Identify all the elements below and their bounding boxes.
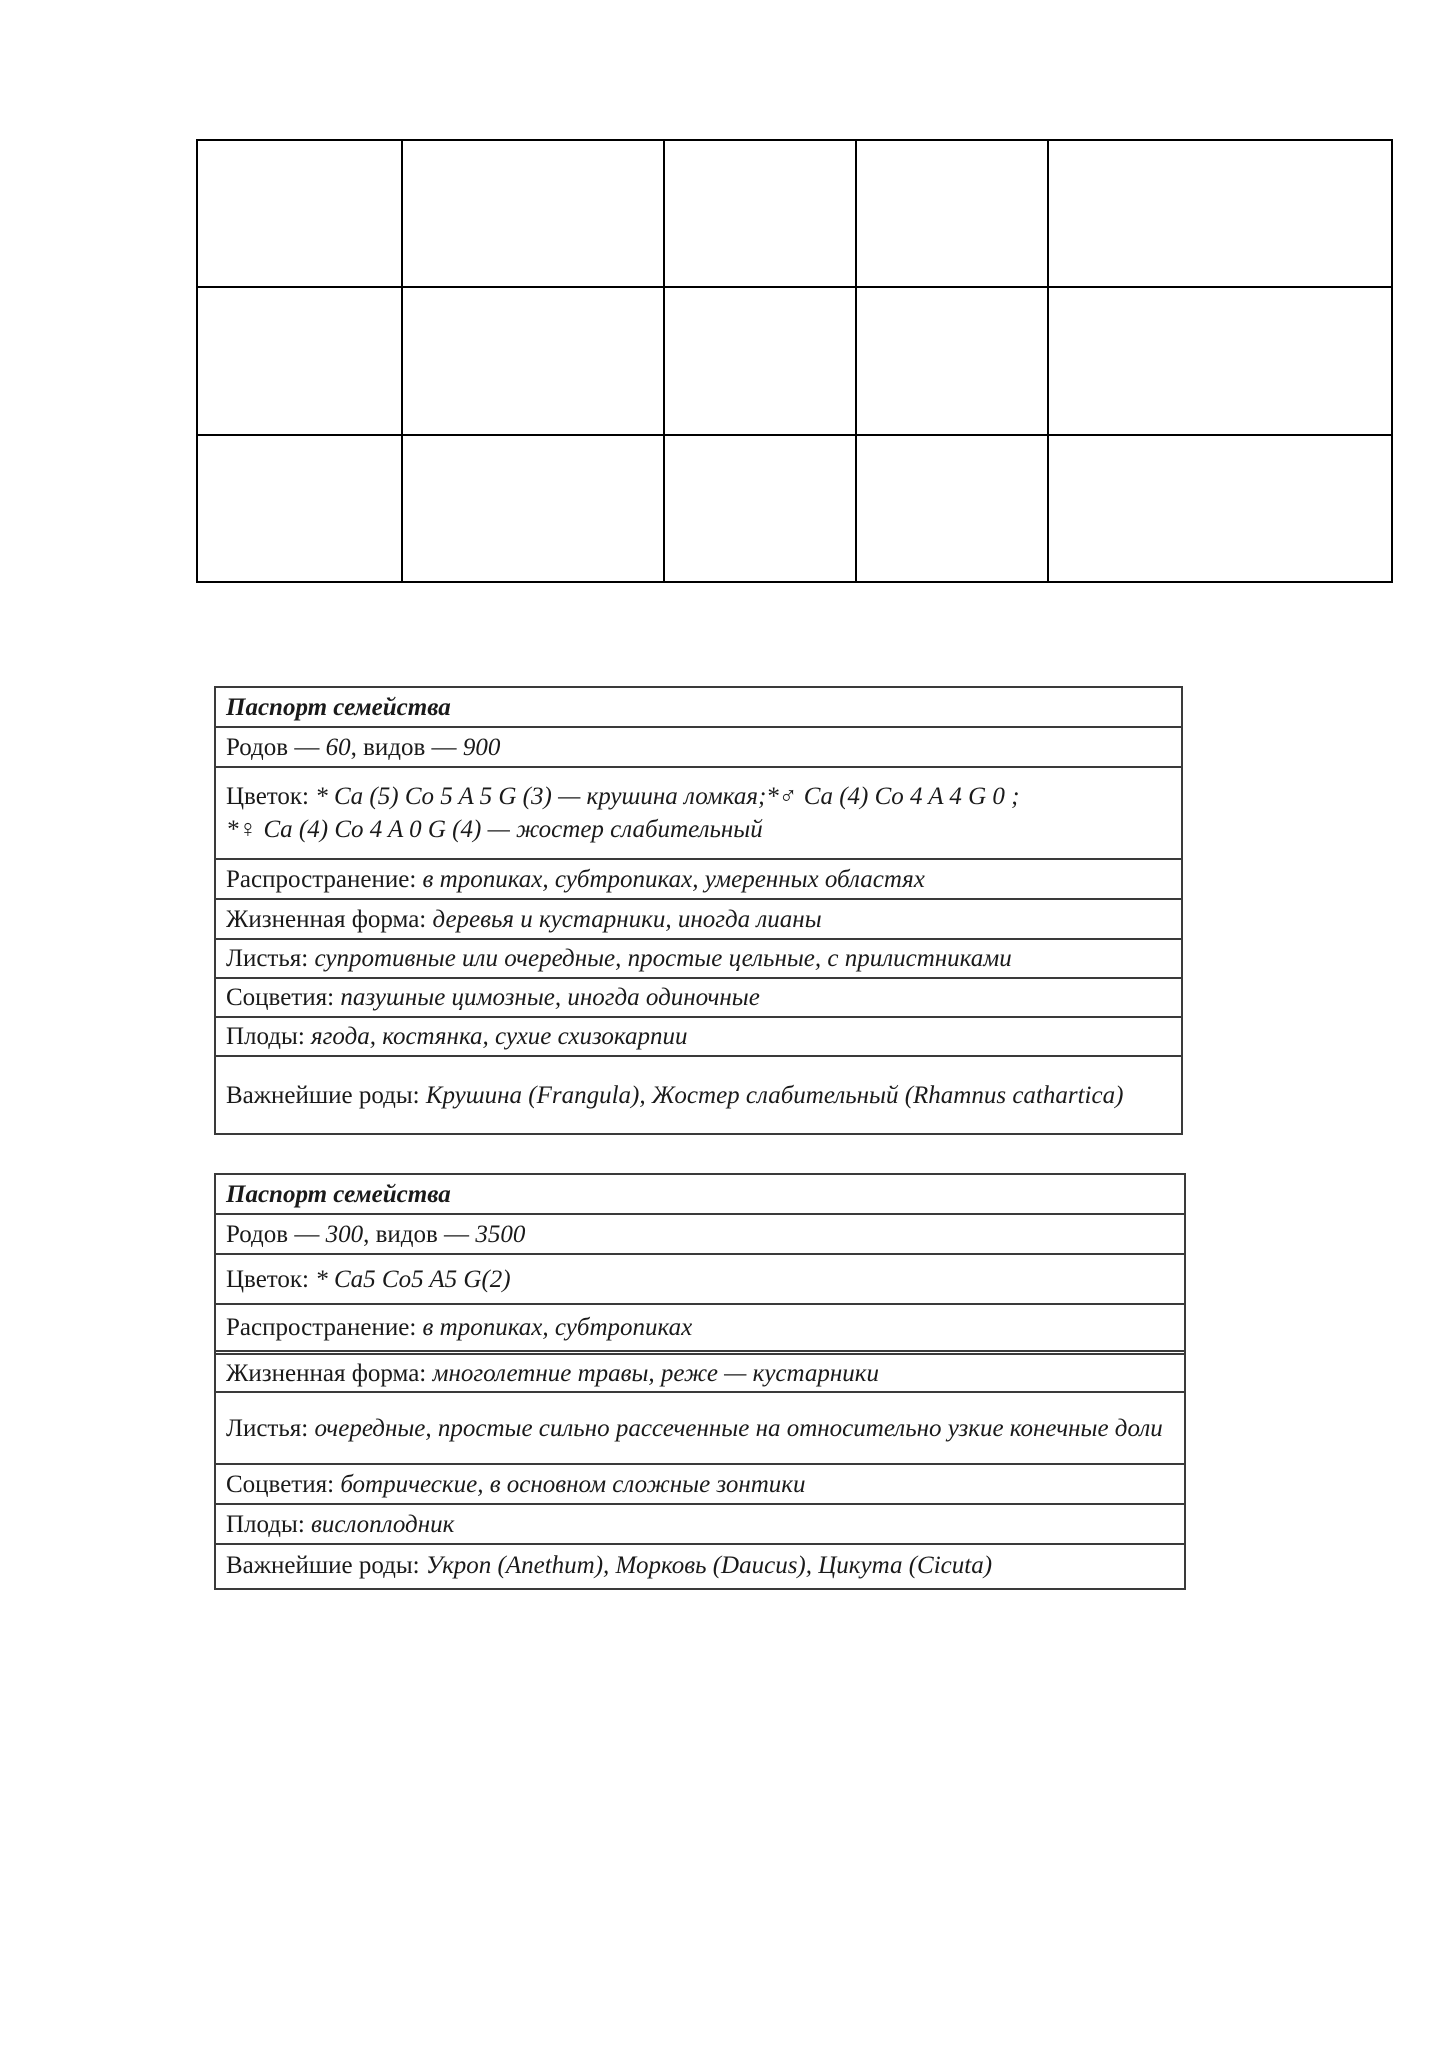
leaves-row bbox=[216, 940, 1181, 979]
table-cell[interactable] bbox=[402, 435, 664, 582]
leaves-value: супротивные или очередные, простые цельные, с прилистниками bbox=[314, 945, 1012, 972]
main-genera-label: Важнейшие роды: bbox=[226, 1551, 420, 1579]
table-row bbox=[197, 140, 1392, 287]
inflorescence-label: Соцветия: bbox=[226, 984, 335, 1011]
genera-label: Родов — bbox=[226, 733, 320, 761]
flower-formula-line1: * Ca (5) Co 5 A 5 G (3) — крушина ломкая;*♂ Ca (4) Co 4 A 4 G 0 ; bbox=[315, 783, 1020, 810]
empty-grid-table bbox=[196, 139, 1393, 583]
lifeform-row bbox=[216, 1355, 1184, 1393]
genera-species-row bbox=[216, 728, 1181, 768]
table-cell[interactable] bbox=[197, 287, 402, 434]
flower-label: Цветок: bbox=[226, 1265, 309, 1293]
species-label: , видов — bbox=[350, 733, 457, 761]
flower-formula-line2: *♀ Ca (4) Co 4 A 0 G (4) — жостер слабительный bbox=[226, 816, 763, 843]
table-cell[interactable] bbox=[664, 140, 856, 287]
species-value: 900 bbox=[462, 733, 501, 761]
genera-label: Родов — bbox=[226, 1220, 320, 1248]
fruits-row bbox=[216, 1505, 1184, 1545]
lifeform-row bbox=[216, 900, 1181, 940]
leaves-value: очередные, простые сильно рассеченные на относительно узкие конечные доли bbox=[314, 1414, 1163, 1442]
flower-row bbox=[216, 768, 1181, 860]
passport-header: Паспорт семейства bbox=[216, 1175, 1184, 1215]
distribution-row bbox=[216, 860, 1181, 900]
family-passport-1 bbox=[214, 686, 1183, 1135]
distribution-row bbox=[216, 1305, 1184, 1355]
main-genera-value: Крушина (Frangula), Жостер слабительный (Rhamnus cathartica) bbox=[425, 1081, 1124, 1109]
genera-value: 300 bbox=[325, 1220, 364, 1248]
flower-label: Цветок: bbox=[226, 783, 309, 810]
passport-header: Паспорт семейства bbox=[216, 688, 1181, 728]
lifeform-value: многолетние травы, реже — кустарники bbox=[432, 1359, 879, 1387]
species-label: , видов — bbox=[363, 1220, 470, 1248]
main-genera-label: Важнейшие роды: bbox=[226, 1081, 420, 1109]
distribution-label: Распространение: bbox=[226, 1314, 417, 1341]
genera-value: 60 bbox=[325, 733, 351, 761]
table-cell[interactable] bbox=[856, 287, 1048, 434]
table-cell[interactable] bbox=[664, 287, 856, 434]
table-cell[interactable] bbox=[402, 140, 664, 287]
table-cell[interactable] bbox=[1048, 140, 1392, 287]
inflorescence-row bbox=[216, 1465, 1184, 1505]
inflorescence-label: Соцветия: bbox=[226, 1470, 335, 1498]
table-cell[interactable] bbox=[664, 435, 856, 582]
distribution-label: Распространение: bbox=[226, 865, 417, 893]
table-cell[interactable] bbox=[197, 140, 402, 287]
family-passport-2 bbox=[214, 1173, 1186, 1590]
genera-species-row bbox=[216, 1215, 1184, 1255]
table-row bbox=[197, 287, 1392, 434]
leaves-label: Листья: bbox=[226, 945, 309, 972]
fruits-value: вислоплодник bbox=[311, 1510, 455, 1538]
leaves-row bbox=[216, 1393, 1184, 1465]
table-cell[interactable] bbox=[1048, 435, 1392, 582]
main-genera-row bbox=[216, 1545, 1184, 1585]
lifeform-label: Жизненная форма: bbox=[226, 905, 427, 933]
inflorescence-value: ботрические, в основном сложные зонтики bbox=[340, 1470, 806, 1498]
table-cell[interactable] bbox=[856, 140, 1048, 287]
flower-row bbox=[216, 1255, 1184, 1305]
main-genera-row bbox=[216, 1057, 1181, 1133]
table-cell[interactable] bbox=[1048, 287, 1392, 434]
inflorescence-row bbox=[216, 979, 1181, 1018]
table-cell[interactable] bbox=[197, 435, 402, 582]
fruits-row bbox=[216, 1018, 1181, 1057]
inflorescence-value: пазушные цимозные, иногда одиночные bbox=[340, 984, 760, 1011]
distribution-value: в тропиках, субтропиках bbox=[422, 1314, 693, 1341]
lifeform-value: деревья и кустарники, иногда лианы bbox=[432, 905, 822, 933]
table-cell[interactable] bbox=[402, 287, 664, 434]
fruits-label: Плоды: bbox=[226, 1510, 305, 1538]
lifeform-label: Жизненная форма: bbox=[226, 1359, 427, 1387]
table-row bbox=[197, 435, 1392, 582]
distribution-value: в тропиках, субтропиках, умеренных областях bbox=[422, 865, 925, 893]
species-value: 3500 bbox=[475, 1220, 526, 1248]
main-genera-value: Укроп (Anethum), Морковь (Daucus), Цикута (Cicuta) bbox=[425, 1551, 993, 1579]
table-cell[interactable] bbox=[856, 435, 1048, 582]
fruits-value: ягода, костянка, сухие схизокарпии bbox=[311, 1023, 688, 1050]
flower-formula: * Ca5 Co5 A5 G(2) bbox=[315, 1265, 511, 1293]
leaves-label: Листья: bbox=[226, 1414, 309, 1442]
fruits-label: Плоды: bbox=[226, 1023, 305, 1050]
